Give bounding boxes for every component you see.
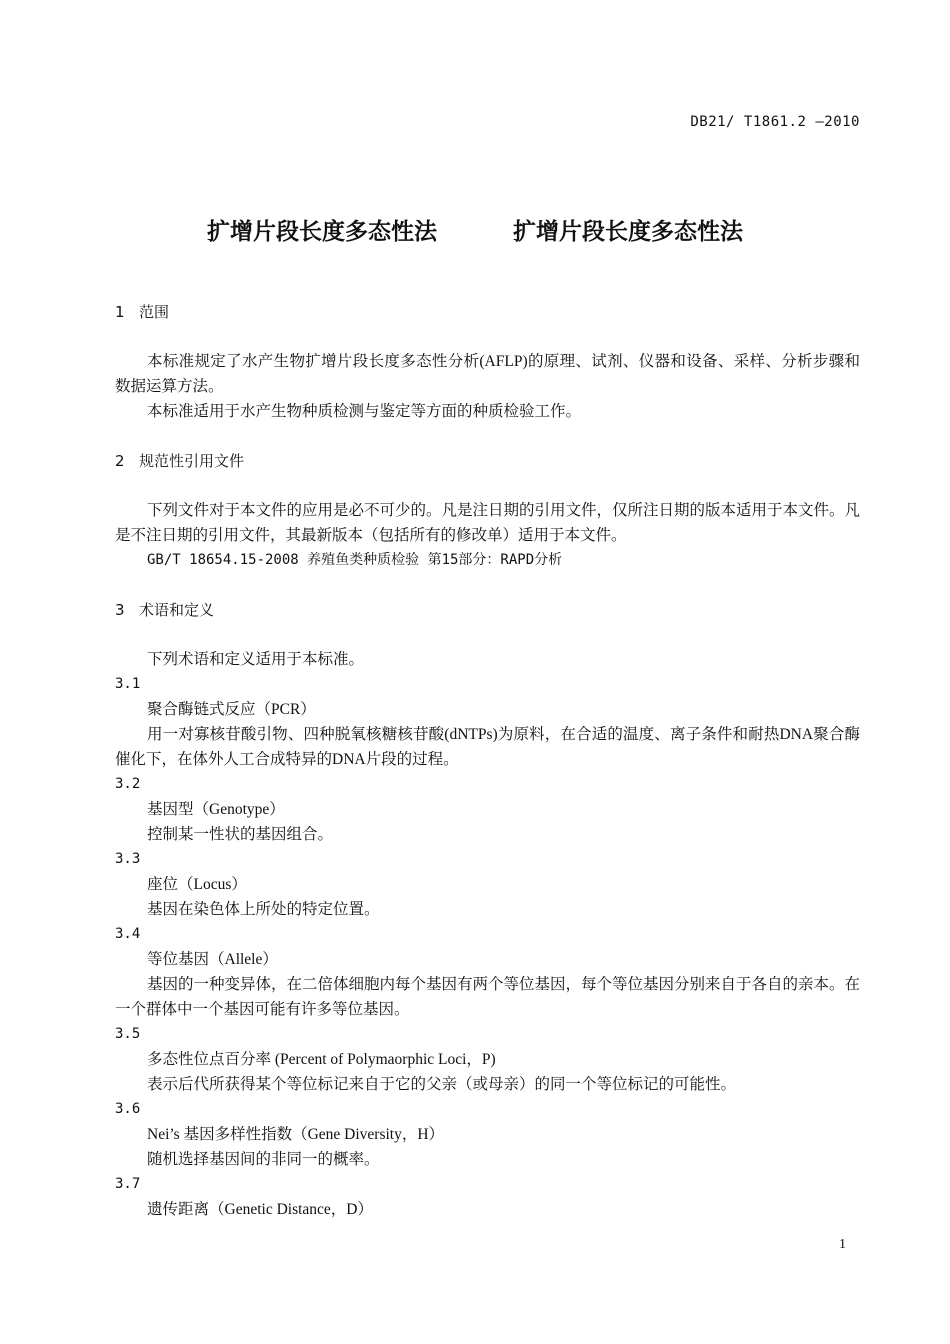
term-definition: 随机选择基因间的非同一的概率。 [147,1151,380,1168]
section-heading: 1 范围 [115,303,170,321]
document-title [0,213,950,246]
page-number: 1 [839,1237,846,1252]
term-number: 3.2 [115,776,141,792]
title-right: 扩增片段长度多态性法 [513,219,743,245]
term-name: Nei’s 基因多样性指数（Gene Diversity，H） [147,1126,445,1143]
term-number: 3.5 [115,1026,141,1042]
paragraph: 下列文件对于本文件的应用是必不可少的。凡是注日期的引用文件，仅所注日期的版本适用于本文件。凡是不注日期的引用文件，其最新版本（包括所有的修改单）适用于本文件。 [115,502,861,544]
term-definition: 控制某一性状的基因组合。 [147,826,334,843]
term-number: 3.6 [115,1101,141,1117]
document-body [115,300,860,1222]
term-name: 座位（Locus） [147,876,247,893]
title-left: 扩增片段长度多态性法 [207,219,437,245]
term-definition: 用一对寡核苷酸引物、四种脱氧核糖核苷酸(dNTPs)为原料，在合适的温度、离子条件和耐热DNA聚合酶催化下，在体外人工合成特异的DNA片段的过程。 [115,726,860,768]
paragraph: 本标准规定了水产生物扩增片段长度多态性分析(AFLP)的原理、试剂、仪器和设备、采样、分析步骤和数据运算方法。 [115,353,860,395]
section-heading: 2 规范性引用文件 [115,452,245,470]
section-heading: 3 术语和定义 [115,601,215,619]
paragraph: 下列术语和定义适用于本标准。 [147,651,365,668]
term-name: 遗传距离（Genetic Distance，D） [147,1201,373,1218]
term-name: 多态性位点百分率 (Percent of Polymaorphic Loci，P) [147,1051,496,1068]
term-definition: 基因的一种变异体，在二倍体细胞内每个基因有两个等位基因，每个等位基因分别来自于各自的亲本。在一个群体中一个基因可能有许多等位基因。 [115,976,861,1018]
term-name: 基因型（Genotype） [147,801,285,818]
term-number: 3.3 [115,851,141,867]
term-number: 3.1 [115,676,141,692]
term-name: 等位基因（Allele） [147,951,278,968]
term-definition: 表示后代所获得某个等位标记来自于它的父亲（或母亲）的同一个等位标记的可能性。 [147,1076,737,1093]
reference-item: GB/T 18654.15-2008 养殖鱼类种质检验 第15部分：RAPD分析 [147,552,563,568]
paragraph: 本标准适用于水产生物种质检测与鉴定等方面的种质检验工作。 [147,403,582,420]
term-number: 3.4 [115,926,141,942]
term-name: 聚合酶链式反应（PCR） [147,701,316,718]
standard-code: DB21/ T1861.2 —2010 [690,114,860,130]
term-definition: 基因在染色体上所处的特定位置。 [147,901,380,918]
term-number: 3.7 [115,1176,141,1192]
